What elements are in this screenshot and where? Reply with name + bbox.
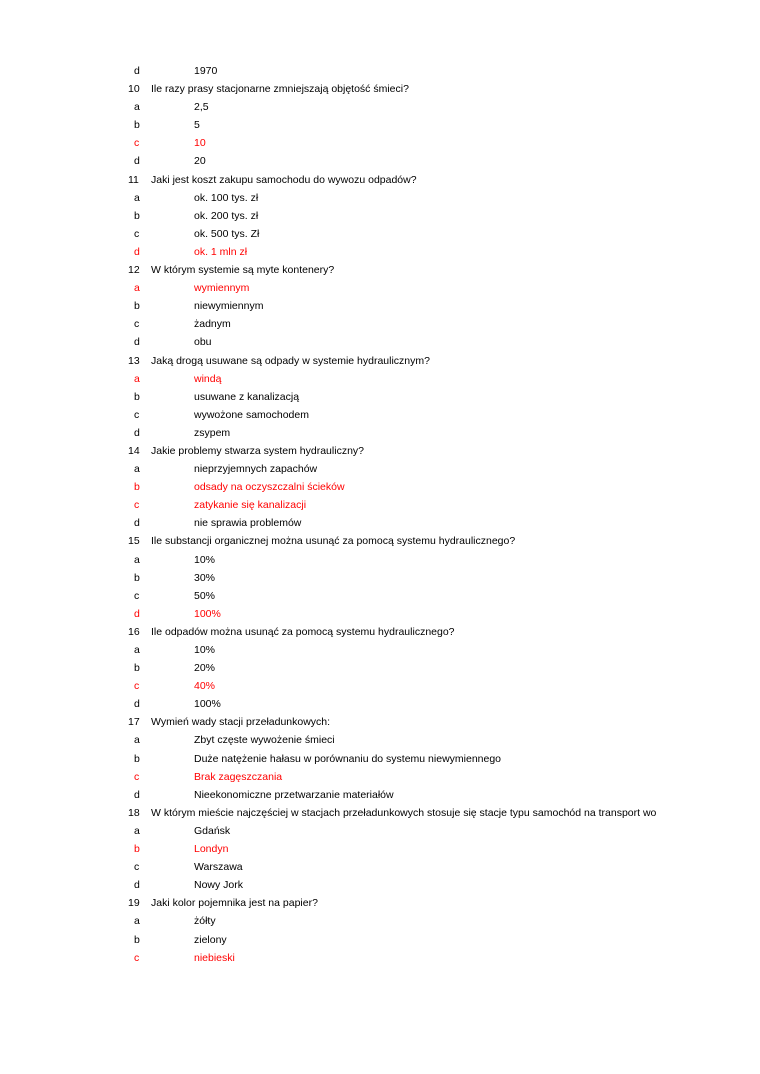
answer-text: windą [194,372,222,385]
answer-text: Nowy Jork [194,879,244,892]
list-item [128,735,700,746]
question-text: Jaki jest koszt zakupu samochodu do wywozu odpadów? [151,173,417,186]
answer-letter: a [134,644,140,656]
list-item [128,156,700,167]
answer-text: obu [194,336,212,349]
question-line [128,84,700,95]
answer-text: 2,5 [194,101,209,114]
answer-text: ok. 100 tys. zł [194,191,259,204]
answer-letter: d [134,245,140,258]
answer-letter: a [134,463,140,476]
answer-letter: a [134,553,140,566]
answer-letter: b [134,752,140,765]
answer-letter: a [134,101,140,114]
question-line [128,446,700,457]
answer-letter: d [134,155,140,168]
answer-text: 5 [194,119,200,132]
answer-text: nie sprawia problemów [194,517,302,530]
quiz-content [128,66,700,963]
answer-letter: c [134,408,140,421]
answer-letter: c [134,861,140,874]
question-line [128,536,700,547]
answer-letter: b [134,300,140,313]
question-number: 13 [128,354,140,367]
answer-text: Nieekonomiczne przetwarzanie materiałów [194,788,394,801]
answer-text: 100% [194,607,221,620]
answer-text: 20% [194,662,216,675]
list-item [128,247,700,258]
answer-letter: c [134,499,140,512]
question-line [128,265,700,276]
answer-letter: b [134,481,140,494]
list-item [128,102,700,113]
list-item [128,464,700,475]
question-text: W którym mieście najczęściej w stacjach przeładunkowych stosuje się stacje typu samochód na transport wo [151,806,657,819]
answer-text: wymiennym [194,282,250,295]
answer-text: odsady na oczyszczalni ścieków [194,481,345,494]
answer-text: 10 [194,137,206,150]
list-item [128,953,700,964]
list-item [128,482,700,493]
answer-text: zatykanie się kanalizacji [194,499,307,512]
answer-letter: c [134,951,140,964]
answer-text: niewymiennym [194,300,264,313]
answer-letter: c [134,318,140,331]
answer-text: 30% [194,571,216,584]
list-item [128,66,700,77]
question-number: 16 [128,625,140,638]
answer-letter: b [134,209,140,222]
list-item [128,790,700,801]
list-item [128,916,700,927]
answer-text: ok. 500 tys. Zł [194,227,260,240]
answer-letter: a [134,915,140,928]
list-item [128,862,700,873]
answer-letter: b [134,119,140,132]
answer-letter: b [134,662,140,675]
answer-text: żółty [194,915,216,928]
answer-letter: d [134,426,140,439]
list-item [128,138,700,149]
list-item [128,573,700,584]
answer-letter: b [134,571,140,584]
answer-text: Warszawa [194,861,243,874]
answer-letter: b [134,390,140,403]
answer-letter: d [134,65,140,77]
list-item [128,754,700,765]
answer-text: wywożone samochodem [194,408,309,421]
answer-text: żadnym [194,318,231,331]
question-text: W którym systemie są myte kontenery? [151,264,335,277]
question-number: 10 [128,83,140,96]
list-item [128,609,700,620]
answer-letter: c [134,680,140,693]
answer-text: Brak zagęszczania [194,770,283,783]
answer-text: zielony [194,933,227,946]
question-number: 17 [128,716,140,729]
answer-text: 10% [194,553,216,566]
list-item [128,374,700,385]
answer-letter: a [134,824,140,837]
answer-text: Londyn [194,843,229,856]
list-item [128,283,700,294]
answer-letter: b [134,933,140,946]
question-text: Ile razy prasy stacjonarne zmniejszają objętość śmieci? [151,83,409,96]
question-number: 11 [128,173,139,186]
answer-letter: c [134,589,140,602]
list-item [128,844,700,855]
answer-letter: a [134,734,140,747]
answer-text: zsypem [194,426,231,439]
question-text: Jakie problemy stwarza system hydrauliczny? [151,444,364,457]
answer-text: nieprzyjemnych zapachów [194,463,318,476]
question-line [128,356,700,367]
list-item [128,645,700,656]
list-item [128,880,700,891]
list-item [128,120,700,131]
answer-letter: b [134,843,140,856]
answer-text: Duże natężenie hałasu w porównaniu do systemu niewymiennego [194,752,502,765]
answer-letter: a [134,191,140,204]
question-number: 14 [128,444,140,457]
list-item [128,229,700,240]
answer-letter: d [134,698,140,711]
question-number: 15 [128,535,140,548]
answer-text: 20 [194,155,206,168]
answer-text: usuwane z kanalizacją [194,390,300,403]
answer-letter: a [134,282,140,295]
question-line [128,808,700,819]
question-number: 12 [128,264,140,277]
answer-text: ok. 1 mln zł [194,245,248,258]
answer-text: 1970 [194,65,218,77]
list-item [128,555,700,566]
question-line [128,898,700,909]
answer-text: 50% [194,589,216,602]
answer-text: 100% [194,698,221,711]
list-item [128,337,700,348]
question-line [128,627,700,638]
list-item [128,681,700,692]
question-text: Ile substancji organicznej można usunąć za pomocą systemu hydraulicznego? [151,535,516,548]
list-item [128,826,700,837]
answer-text: ok. 200 tys. zł [194,209,259,222]
list-item [128,699,700,710]
answer-letter: d [134,788,140,801]
answer-letter: c [134,770,140,783]
list-item [128,428,700,439]
answer-letter: d [134,879,140,892]
list-item [128,319,700,330]
list-item [128,772,700,783]
answer-letter: d [134,336,140,349]
question-number: 19 [128,897,140,910]
answer-text: 10% [194,644,216,656]
answer-letter: c [134,227,140,240]
answer-letter: d [134,517,140,530]
list-item [128,518,700,529]
list-item [128,392,700,403]
answer-letter: d [134,607,140,620]
list-item [128,500,700,511]
question-line [128,717,700,728]
answer-text: niebieski [194,951,235,964]
list-item [128,211,700,222]
answer-letter: c [134,137,140,150]
answer-text: Gdańsk [194,824,231,837]
question-number: 18 [128,806,140,819]
list-item [128,301,700,312]
answer-letter: a [134,372,140,385]
question-text: Ile odpadów można usunąć za pomocą systemu hydraulicznego? [151,625,455,638]
list-item [128,591,700,602]
list-item [128,410,700,421]
answer-text: 40% [194,680,216,693]
list-item [128,935,700,946]
answer-text: Zbyt częste wywożenie śmieci [194,734,335,747]
list-item [128,193,700,204]
question-text: Wymień wady stacji przeładunkowych: [151,716,331,729]
question-line [128,175,700,186]
list-item [128,663,700,674]
question-text: Jaką drogą usuwane są odpady w systemie hydraulicznym? [151,354,430,367]
question-text: Jaki kolor pojemnika jest na papier? [151,897,318,910]
